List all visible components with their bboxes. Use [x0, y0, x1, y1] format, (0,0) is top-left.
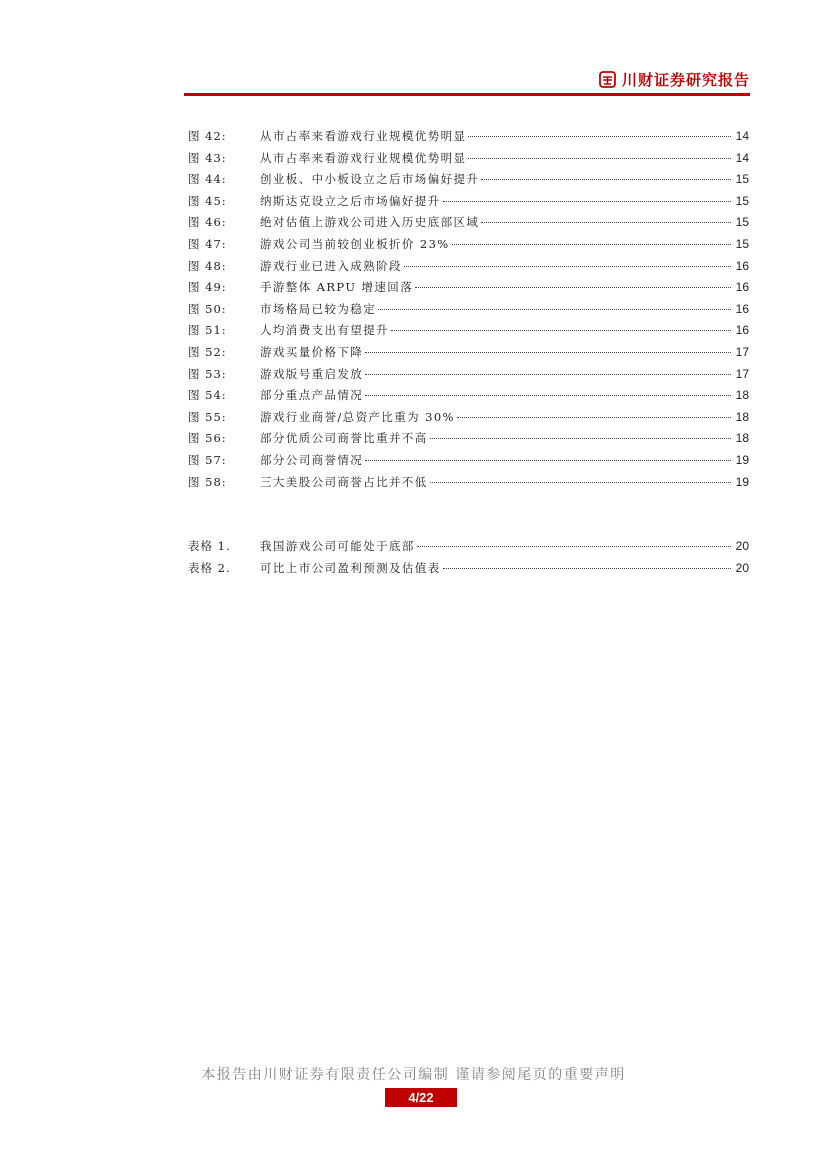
footer-disclaimer: 本报告由川财证券有限责任公司编制 谨请参阅尾页的重要声明: [201, 1067, 626, 1083]
toc-dot-leader: [443, 568, 731, 569]
toc-dot-leader: [468, 158, 731, 159]
toc-entry-title: 纳斯达克设立之后市场偏好提升: [260, 193, 441, 208]
toc-dot-leader: [481, 222, 731, 223]
toc-entry-page: 14: [735, 129, 749, 143]
toc-entry-title: 游戏买量价格下降: [260, 344, 364, 359]
toc-entry-page: 19: [735, 474, 749, 489]
toc-dot-leader: [365, 352, 731, 353]
toc-entry-title: 创业板、中小板设立之后市场偏好提升: [260, 172, 480, 187]
toc-entry-label: 图 45:: [188, 193, 227, 208]
toc-entry-page: 17: [735, 344, 749, 359]
toc-dot-leader: [404, 266, 731, 267]
toc-entry-label: 表格 1.: [188, 539, 231, 553]
toc-entry-title: 游戏行业已进入成熟阶段: [260, 258, 402, 273]
toc-entry-page: 20: [735, 539, 749, 553]
toc-entry-title: 游戏版号重启发放: [260, 366, 364, 381]
toc-dot-leader: [430, 438, 731, 439]
toc-dot-leader: [391, 330, 731, 331]
toc-entry[interactable]: [188, 538, 749, 560]
toc-entry-page: 17: [735, 366, 749, 381]
toc-entry-title: 三大美股公司商誉占比并不低: [260, 474, 428, 489]
toc-entry-label: 图 50:: [188, 301, 227, 316]
toc-entry[interactable]: [188, 430, 749, 452]
toc-entry-page: 15: [735, 215, 749, 230]
toc-entry-label: 表格 2.: [188, 560, 231, 575]
figure-toc-list: [188, 128, 749, 495]
chuancai-logo-icon: [599, 71, 616, 88]
toc-dot-leader: [417, 546, 731, 547]
toc-entry-page: 15: [735, 172, 749, 187]
toc-entry-label: 图 53:: [188, 366, 227, 381]
toc-dot-leader: [415, 287, 731, 288]
toc-entry-page: 15: [735, 236, 749, 251]
toc-entry-label: 图 49:: [188, 280, 227, 295]
toc-entry-title: 人均消费支出有望提升: [260, 323, 389, 338]
toc-entry-label: 图 58:: [188, 474, 227, 489]
toc-entry-title: 部分重点产品情况: [260, 388, 364, 403]
toc-dot-leader: [378, 309, 731, 310]
toc-entry[interactable]: [188, 409, 749, 431]
toc-entry-page: 20: [735, 560, 749, 575]
brand-name: 川财证券研究报告: [621, 71, 750, 89]
toc-entry-label: 图 46:: [188, 215, 227, 230]
toc-entry[interactable]: [188, 279, 749, 301]
toc-entry-label: 图 47:: [188, 236, 227, 251]
toc-entry-label: 图 48:: [188, 258, 227, 273]
toc-entry[interactable]: [188, 344, 749, 366]
toc-entry[interactable]: [188, 301, 749, 323]
toc-dot-leader: [452, 244, 731, 245]
toc-entry-title: 可比上市公司盈利预测及估值表: [260, 560, 441, 575]
toc-entry-title: 绝对估值上游戏公司进入历史底部区域: [260, 215, 480, 230]
toc-entry-label: 图 43:: [188, 150, 227, 165]
toc-entry-page: 16: [735, 258, 749, 273]
page-number-badge: 4/22: [385, 1088, 457, 1107]
toc-entry-page: 16: [735, 323, 749, 338]
toc-dot-leader: [481, 179, 731, 180]
toc-entry-label: 图 56:: [188, 431, 227, 446]
toc-dot-leader: [365, 460, 731, 461]
toc-entry[interactable]: [188, 258, 749, 280]
toc-entry[interactable]: [188, 236, 749, 258]
toc-entry[interactable]: [188, 214, 749, 236]
toc-entry-page: 18: [735, 388, 749, 403]
toc-entry[interactable]: [188, 560, 749, 582]
toc-entry-label: 图 42:: [188, 129, 227, 143]
toc-entry-label: 图 44:: [188, 172, 227, 187]
toc-entry-title: 部分公司商誉情况: [260, 452, 364, 467]
toc-entry-page: 15: [735, 193, 749, 208]
toc-dot-leader: [443, 201, 731, 202]
toc-entry-title: 从市占率来看游戏行业规模优势明显: [260, 150, 467, 165]
toc-entry-label: 图 57:: [188, 452, 227, 467]
toc-entry-page: 18: [735, 409, 749, 424]
toc-entry-title: 从市占率来看游戏行业规模优势明显: [260, 129, 467, 143]
header-rule: [184, 93, 750, 96]
toc-entry-title: 游戏公司当前较创业板折价 23%: [260, 236, 450, 251]
toc-entry-title: 手游整体 ARPU 增速回落: [260, 280, 414, 295]
toc-entry-title: 游戏行业商誉/总资产比重为 30%: [260, 409, 455, 424]
toc-entry-label: 图 51:: [188, 323, 227, 338]
toc-entry[interactable]: [188, 387, 749, 409]
toc-entry-title: 部分优质公司商誉比重并不高: [260, 431, 428, 446]
table-toc-list: [188, 538, 749, 581]
toc-entry-page: 19: [735, 452, 749, 467]
toc-dot-leader: [365, 395, 731, 396]
page-header: [184, 62, 750, 96]
toc-dot-leader: [468, 136, 731, 137]
toc-entry-title: 我国游戏公司可能处于底部: [260, 539, 415, 553]
toc-entry-page: 14: [735, 150, 749, 165]
toc-entry[interactable]: [188, 474, 749, 496]
toc-entry-label: 图 54:: [188, 388, 227, 403]
toc-entry[interactable]: [188, 171, 749, 193]
toc-entry-label: 图 52:: [188, 344, 227, 359]
toc-entry[interactable]: [188, 322, 749, 344]
toc-entry-title: 市场格局已较为稳定: [260, 301, 377, 316]
toc-dot-leader: [430, 482, 731, 483]
toc-entry[interactable]: [188, 150, 749, 172]
toc-entry[interactable]: [188, 193, 749, 215]
toc-entry-page: 16: [735, 280, 749, 295]
toc-entry[interactable]: [188, 452, 749, 474]
brand: [599, 69, 750, 90]
toc-entry-page: 18: [735, 431, 749, 446]
toc-entry-label: 图 55:: [188, 409, 227, 424]
toc-entry[interactable]: [188, 366, 749, 388]
toc-dot-leader: [457, 417, 731, 418]
toc-entry[interactable]: [188, 128, 749, 150]
toc-entry-page: 16: [735, 301, 749, 316]
toc-dot-leader: [365, 374, 731, 375]
